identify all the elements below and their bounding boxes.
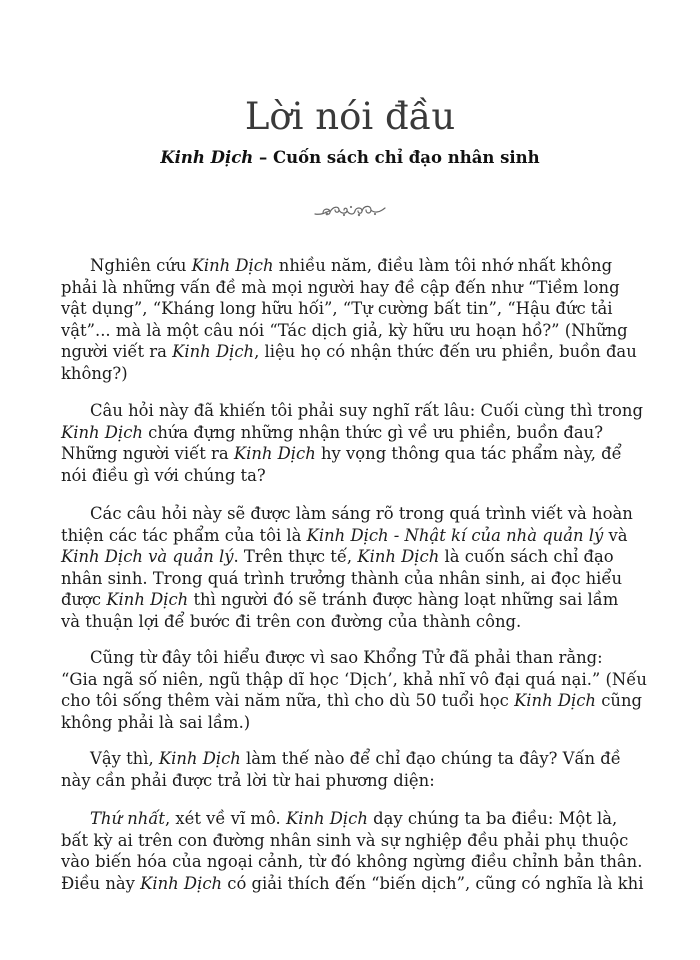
text-line	[61, 589, 651, 611]
text-line	[61, 298, 651, 320]
text-segment: Những người viết ra	[61, 444, 234, 464]
text-line	[61, 712, 651, 734]
paragraph	[61, 400, 651, 486]
text-segment: thì người đó sẽ tránh được hàng loạt những sai lầm	[188, 590, 619, 610]
text-segment: nói điều gì với chúng ta?	[61, 465, 266, 485]
text-segment: vật”... mà là một câu nói “Tác dịch giả, kỳ hữu ưu hoạn hồ?” (Những	[61, 320, 628, 340]
italic-text: Kinh Dịch - Nhật kí của nhà quản lý	[306, 525, 604, 545]
text-line	[61, 320, 651, 342]
italic-text: Kinh Dịch và quản lý	[61, 547, 234, 567]
paragraph	[61, 748, 651, 791]
text-segment: vào biến hóa của ngoại cảnh, từ đó không ngừng điều chỉnh bản thân.	[61, 852, 643, 872]
text-line	[61, 611, 651, 633]
text-segment: “Gia ngã số niên, ngũ thập dĩ học ‘Dịch’, khả nhĩ vô đại quá nại.” (Nếu	[61, 669, 647, 689]
italic-text: Kinh Dịch	[61, 422, 143, 442]
italic-text: Kinh Dịch	[140, 873, 223, 893]
text-segment: làm thế nào để chỉ đạo chúng ta đây? Vấn đề	[240, 749, 621, 768]
text-segment: không phải là sai lầm.)	[61, 712, 251, 732]
subtitle-rest: – Cuốn sách chỉ đạo nhân sinh	[253, 148, 540, 167]
text-segment: này cần phải được trả lời từ hai phương diện:	[61, 770, 435, 790]
subtitle-italic: Kinh Dịch	[160, 148, 254, 167]
text-segment: thiện các tác phẩm của tôi là	[61, 525, 307, 545]
text-line	[61, 748, 651, 770]
text-line	[61, 770, 651, 792]
text-segment: vật dụng”, “Kháng long hữu hối”, “Tự cường bất tin”, “Hậu đức tải	[61, 299, 613, 319]
text-segment: , xét về vĩ mô.	[165, 809, 286, 828]
text-segment: bất kỳ ai trên con đường nhân sinh và sự nghiệp đều phải phụ thuộc	[61, 830, 629, 850]
text-segment: được	[61, 590, 107, 610]
text-segment: và	[603, 525, 628, 545]
text-line	[61, 443, 651, 465]
text-line	[61, 400, 651, 422]
text-line	[61, 690, 651, 712]
paragraph	[61, 255, 651, 385]
italic-text: Kinh Dịch	[285, 809, 368, 828]
italic-text: Kinh Dịch	[233, 444, 316, 464]
text-segment: Câu hỏi này đã khiến tôi phải suy nghĩ rất lâu: Cuối cùng thì trong	[90, 401, 643, 420]
text-segment: Vậy thì,	[90, 749, 159, 768]
text-segment: hy vọng thông qua tác phẩm này, để	[315, 444, 622, 464]
text-segment: chứa đựng những nhận thức gì về ưu phiền, buồn đau?	[142, 422, 604, 442]
italic-text: Kinh Dịch	[191, 256, 274, 275]
ornament-divider-icon	[313, 201, 387, 219]
text-line	[61, 851, 651, 873]
text-segment: cho tôi sống thêm vài năm nữa, thì cho dù 50 tuổi học	[61, 691, 515, 711]
text-segment: phải là những vấn đề mà mọi người hay đề cập đến như “Tiềm long	[61, 277, 620, 297]
page-subtitle	[0, 146, 700, 170]
text-segment: cũng	[596, 691, 642, 711]
text-segment: và thuận lợi để bước đi trên con đường của thành công.	[61, 611, 522, 631]
text-line	[61, 363, 651, 385]
text-segment: nhiều năm, điều làm tôi nhớ nhất không	[273, 256, 613, 275]
text-line	[61, 669, 651, 691]
text-segment: là cuốn sách chỉ đạo	[439, 547, 614, 567]
text-line	[61, 830, 651, 852]
text-line	[61, 503, 651, 525]
italic-text: Kinh Dịch	[357, 547, 440, 567]
text-line	[61, 465, 651, 487]
text-line	[61, 255, 651, 277]
text-segment: , liệu họ có nhận thức đến ưu phiền, buồn đau	[254, 342, 637, 362]
text-line	[61, 873, 651, 895]
text-line	[61, 546, 651, 568]
text-segment: Nghiên cứu	[90, 256, 192, 275]
page-title: Lời nói đầu	[244, 95, 456, 138]
text-segment: có giải thích đến “biến dịch”, cũng có nghĩa là khi	[222, 873, 644, 893]
italic-text: Thứ nhất	[90, 809, 165, 828]
paragraph	[61, 808, 651, 894]
italic-text: Kinh Dịch	[158, 749, 241, 768]
text-line	[61, 647, 651, 669]
paragraph	[61, 503, 651, 633]
text-segment: . Trên thực tế,	[233, 547, 358, 567]
italic-text: Kinh Dịch	[106, 590, 189, 610]
text-segment: dạy chúng ta ba điều: Một là,	[367, 809, 618, 828]
text-segment: nhân sinh. Trong quá trình trưởng thành của nhân sinh, ai đọc hiểu	[61, 568, 623, 588]
italic-text: Kinh Dịch	[172, 342, 255, 362]
text-line	[61, 568, 651, 590]
text-line	[61, 525, 651, 547]
text-line	[61, 808, 651, 830]
text-segment: Các câu hỏi này sẽ được làm sáng rõ trong quá trình viết và hoàn	[90, 504, 633, 523]
italic-text: Kinh Dịch	[514, 691, 596, 711]
text-segment: người viết ra	[61, 342, 173, 362]
text-segment: không?)	[61, 363, 128, 383]
text-line	[61, 422, 651, 444]
text-line	[61, 341, 651, 363]
text-segment: Điều này	[61, 873, 141, 893]
text-segment: Cũng từ đây tôi hiểu được vì sao Khổng Tử đã phải than rằng:	[90, 648, 603, 667]
text-line	[61, 277, 651, 299]
paragraph	[61, 647, 651, 733]
